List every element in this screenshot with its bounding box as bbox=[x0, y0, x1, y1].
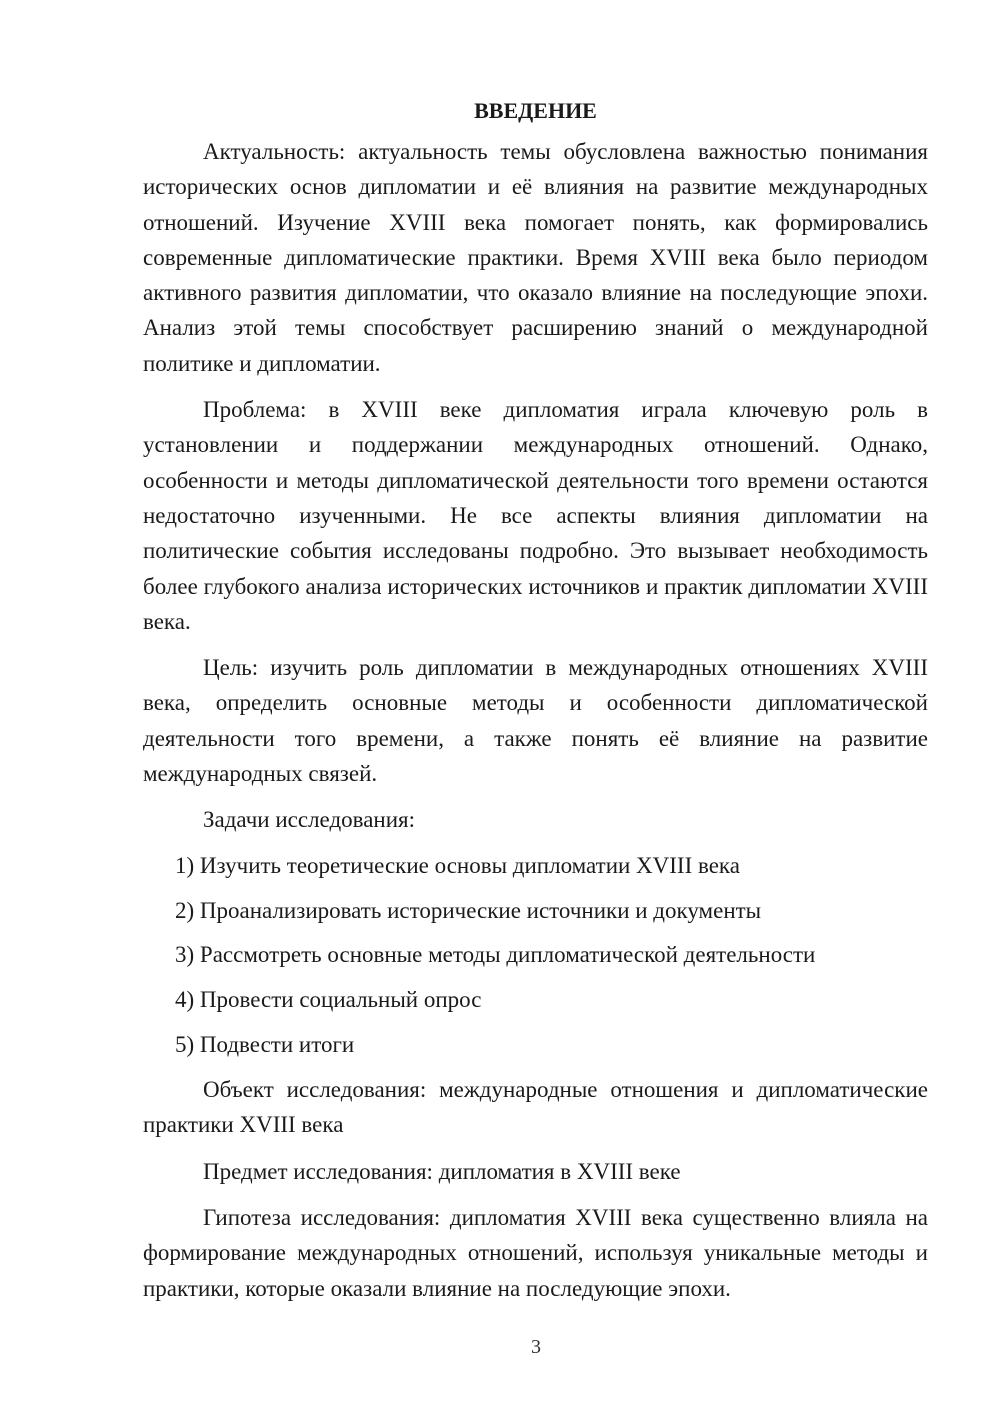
list-item: 5) Подвести итоги bbox=[175, 1032, 355, 1058]
list-item: 1) Изучить теоретические основы дипломатии XVIII века bbox=[175, 852, 740, 878]
subject-paragraph: Предмет исследования: дипломатия в XVIII веке bbox=[203, 1158, 681, 1184]
object-paragraph: Объект исследования: международные отношения и дипломатические практики XVIII века bbox=[143, 1077, 928, 1138]
goal-paragraph: Цель: изучить роль дипломатии в международных отношениях XVIII века, определить основные методы и особенности дипломатической деятельности того времени, а также понять её влияние на развитие международных связей. bbox=[143, 655, 928, 787]
document-page bbox=[143, 98, 928, 1317]
page-number: 3 bbox=[531, 1336, 541, 1358]
problem-paragraph: Проблема: в XVIII веке дипломатия играла ключевую роль в установлении и поддержании международных отношений. Однако, особенности и методы дипломатической деятельности того времени остаются недостаточно изученными. Не все аспекты влияния дипломатии на политические события исследованы подробно. Это вызывает необходимость более глубокого анализа исторических источников и практик дипломатии XVIII века. bbox=[143, 397, 928, 634]
hypothesis-paragraph: Гипотеза исследования: дипломатия XVIII века существенно влияла на формирование международных отношений, используя уникальные методы и практики, которые оказали влияние на последующие эпохи. bbox=[143, 1204, 928, 1301]
list-item: 4) Провести социальный опрос bbox=[175, 987, 482, 1013]
section-title: ВВЕДЕНИЕ bbox=[474, 98, 597, 123]
tasks-list bbox=[143, 848, 928, 1063]
list-item: 2) Проанализировать исторические источники и документы bbox=[175, 897, 762, 923]
tasks-heading: Задачи исследования: bbox=[203, 807, 416, 833]
list-item: 3) Рассмотреть основные методы дипломатической деятельности bbox=[175, 942, 816, 968]
relevance-paragraph: Актуальность: актуальность темы обусловлена важностью понимания исторических основ дипломатии и её влияния на развитие международных отношений. Изучение XVIII века помогает понять, как формировались современные дипломатические практики. Время XVIII века было периодом активного развития дипломатии, что оказало влияние на последующие эпохи. Анализ этой темы способствует расширению знаний о международной политике и дипломатии. bbox=[143, 139, 928, 376]
